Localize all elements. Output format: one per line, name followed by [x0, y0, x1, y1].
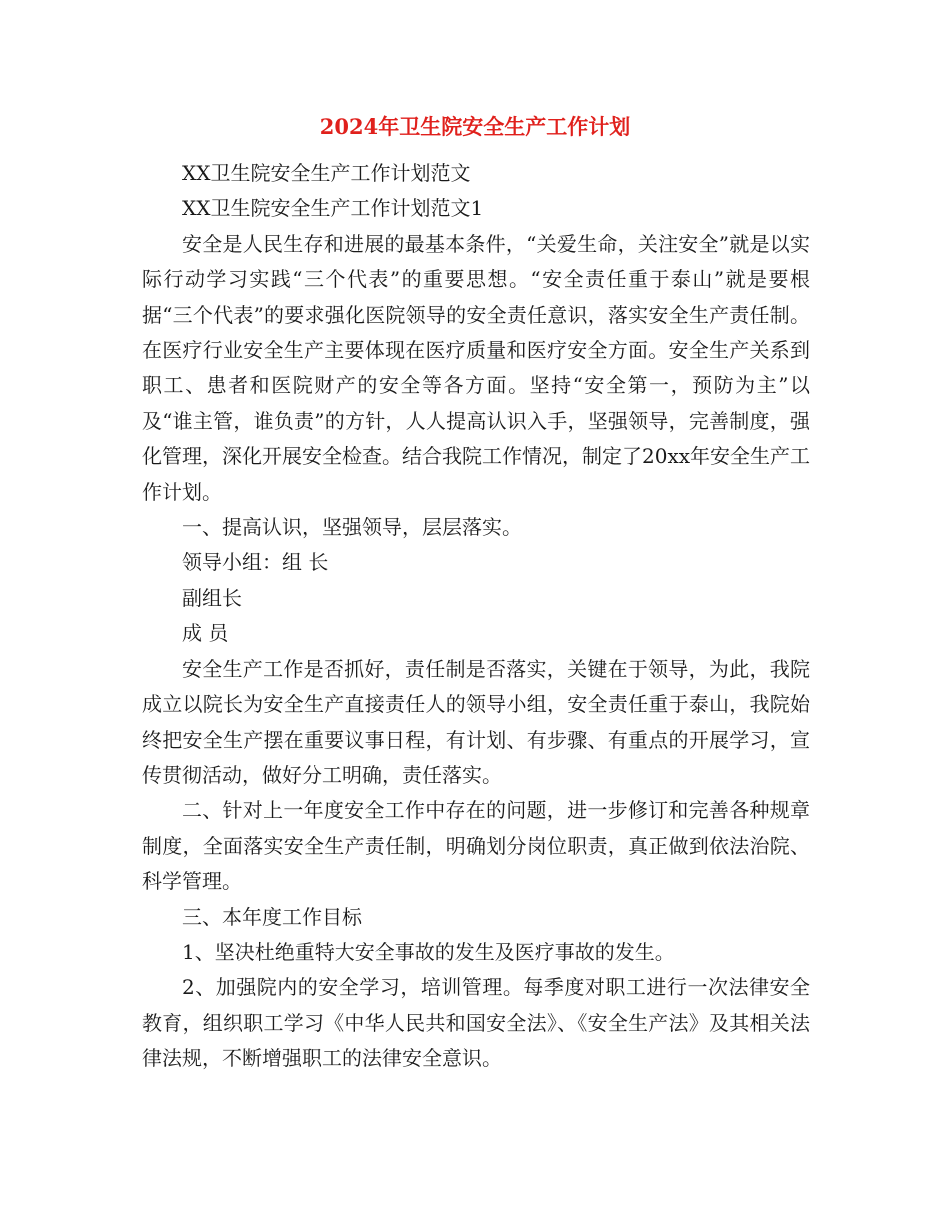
leader-group-line: 领导小组：组 长	[182, 550, 329, 575]
section-heading-1: 一、提高认识，坚强领导，层层落实。	[182, 515, 522, 540]
goal-item-2: 2、加强院内的安全学习，培训管理。每季度对职工进行一次法律安全教育，组织职工学习《中华人民共和国安全法》、《安全生产法》及其相关法律法规，不断增强职工的法律安全意识。	[142, 975, 810, 1071]
deputy-leader-line: 副组长	[182, 585, 242, 610]
section-heading-2: 二、针对上一年度安全工作中存在的问题，进一步修订和完善各种规章制度，全面落实安全生产责任制，明确划分岗位职责，真正做到依法治院、科学管理。	[142, 798, 810, 894]
document-title: 2024年卫生院安全生产工作计划	[319, 114, 631, 139]
document-body	[142, 156, 810, 1077]
paragraph-8: 安全生产工作是否抓好，责任制是否落实，关键在于领导，为此，我院成立以院长为安全生产直接责任人的领导小组，安全责任重于泰山，我院始终把安全生产摆在重要议事日程，有计划、有步骤、有重点的开展学习，宣传贯彻活动，做好分工明确，责任落实。	[142, 656, 810, 787]
paragraph-2: XX卫生院安全生产工作计划范文1	[182, 196, 484, 221]
members-line: 成 员	[182, 621, 229, 646]
goal-item-1: 1、坚决杜绝重特大安全事故的发生及医疗事故的发生。	[182, 939, 675, 964]
paragraph-3: 安全是人民生存和进展的最基本条件，“关爱生命，关注安全”就是以实际行动学习实践“三个代表”的重要思想。“安全责任重于泰山”就是要根据“三个代表”的要求强化医院领导的安全责任意识，落实安全生产责任制。在医疗行业安全生产主要体现在医疗质量和医疗安全方面。安全生产关系到职工、患者和医院财产的安全等各方面。坚持“安全第一，预防为主”以及“谁主管，谁负责”的方针，人人提高认识入手，坚强领导，完善制度，强化管理，深化开展安全检查。结合我院工作情况，制定了20xx年安全生产工作计划。	[142, 231, 811, 504]
section-heading-3: 三、本年度工作目标	[182, 904, 362, 929]
paragraph-1: XX卫生院安全生产工作计划范文	[182, 161, 471, 185]
